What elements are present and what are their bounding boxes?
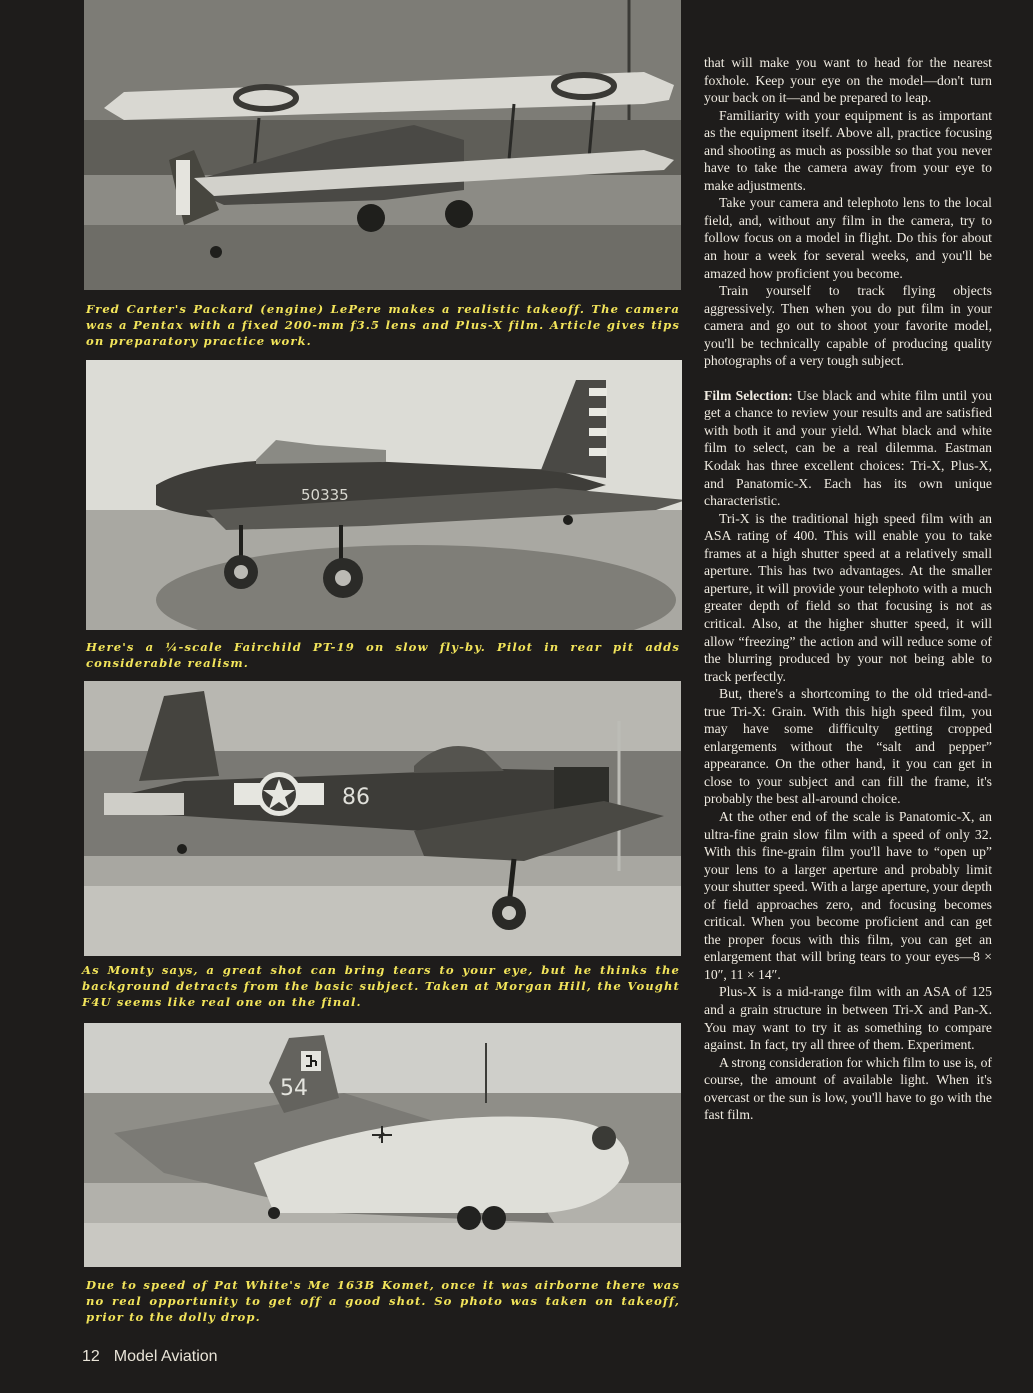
pt19-serial: 50335 [301, 486, 349, 504]
article-paragraph: Plus-X is a mid-range film with an ASA of 125 and a grain structure in between Tri-X and Pan-X. You may want to try it as something to compare against. In fact, try all three of them. Experiment. [704, 984, 992, 1053]
photo-f4u [84, 681, 681, 956]
f4u-number: 86 [342, 785, 370, 810]
film-selection-text: Use black and white film until you get a chance to review your results and are satisfied with both it and your yield. What black and white film to select, can be a real dilemma. Eastman Kodak has three excellent choices: Tri-X, Plus-X, and Panatomic-X. Each has its own unique characteristic. [704, 387, 992, 509]
article-paragraph: Take your camera and telephoto lens to the local field, and, without any film in the camera, try to follow focus on a model in flight. Do this for about an hour a week for several weeks, and you'll be amazed how proficient you become. [704, 195, 992, 281]
photo-komet [84, 1023, 681, 1267]
article-paragraph-film-selection [704, 387, 992, 510]
page-number: 12 [82, 1348, 100, 1365]
article-paragraph: A strong consideration for which film to use is, of course, the amount of available light. When it's overcast or the sun is low, you'll have to go with the fast film. [704, 1054, 992, 1123]
photo-pt19 [86, 360, 682, 630]
komet-image [84, 1023, 681, 1267]
magazine-name: Model Aviation [113, 1348, 218, 1365]
page-footer [82, 1348, 218, 1366]
article-column [704, 54, 992, 1124]
article-paragraph: Tri-X is the traditional high speed film with an ASA rating of 400. This will enable you to take frames at a high shutter speed at a relatively small aperture. This has two advantages. At the smaller aperture, it will provide your telephoto with a much greater depth of field so that focusing is not as critical. Also, at the higher shutter speed, it will allow “freezing” the action and will reduce some of the blurring produced by your not being able to track perfectly. [704, 510, 992, 684]
article-paragraph: At the other end of the scale is Panatomic-X, an ultra-fine grain slow film with a speed of only 32. With this fine-grain film you'll have to “open up” your lens to a larger aperture and probably limit your shutter speed. With a large aperture, your depth of field approaches zero, and focusing becomes critical. When you become proficient and can get the proper focus with this film, you can get an enlargement that will bring tears to your eyes—8 × 10″, 11 × 14″. [704, 808, 992, 982]
caption-lepere: Fred Carter's Packard (engine) LePere makes a realistic takeoff. The camera was a Pentax with a fixed 200-mm f3.5 lens and Plus-X film. Article gives tips on preparatory practice work. [86, 302, 680, 348]
article-paragraph: Train yourself to track flying objects aggressively. Then when you do put film in your camera and go out to shoot your favorite model, you'll be technically capable of producing quality photographs of a very tough subject. [704, 283, 992, 369]
f4u-image [84, 681, 681, 956]
lepere-biplane-image [84, 0, 681, 290]
photo-lepere-biplane [84, 0, 681, 290]
caption-komet: Due to speed of Pat White's Me 163B Komet, once it was airborne there was no real opportunity to get off a good shot. So photo was taken on takeoff, prior to the dolly drop. [86, 1278, 680, 1324]
pt19-image [86, 360, 682, 630]
caption-f4u: As Monty says, a great shot can bring tears to your eye, but he thinks the background detracts from the basic subject. Taken at Morgan Hill, the Vought F4U seems like real one on the final. [82, 963, 680, 1009]
article-paragraph: But, there's a shortcoming to the old tried-and-true Tri-X: Grain. With this high speed film, you may have some difficulty getting cropped enlargements without the “salt and pepper” appearance. On the other hand, it you can get in close to your subject and can fill the frame, it's probably the best all-around choice. [704, 686, 992, 807]
article-paragraph: Familiarity with your equipment is as important as the equipment itself. Above all, practice focusing and shooting as much as possible so that you never have to take the camera away from your eye to make adjustments. [704, 107, 992, 193]
caption-pt19: Here's a ¼-scale Fairchild PT-19 on slow fly-by. Pilot in rear pit adds considerable realism. [86, 640, 680, 670]
article-paragraph: that will make you want to head for the nearest foxhole. Keep your eye on the model—don't turn your back on it—and be prepared to leap. [704, 55, 992, 106]
komet-number: 54 [280, 1076, 308, 1101]
section-heading-film-selection: Film Selection: [704, 387, 793, 403]
